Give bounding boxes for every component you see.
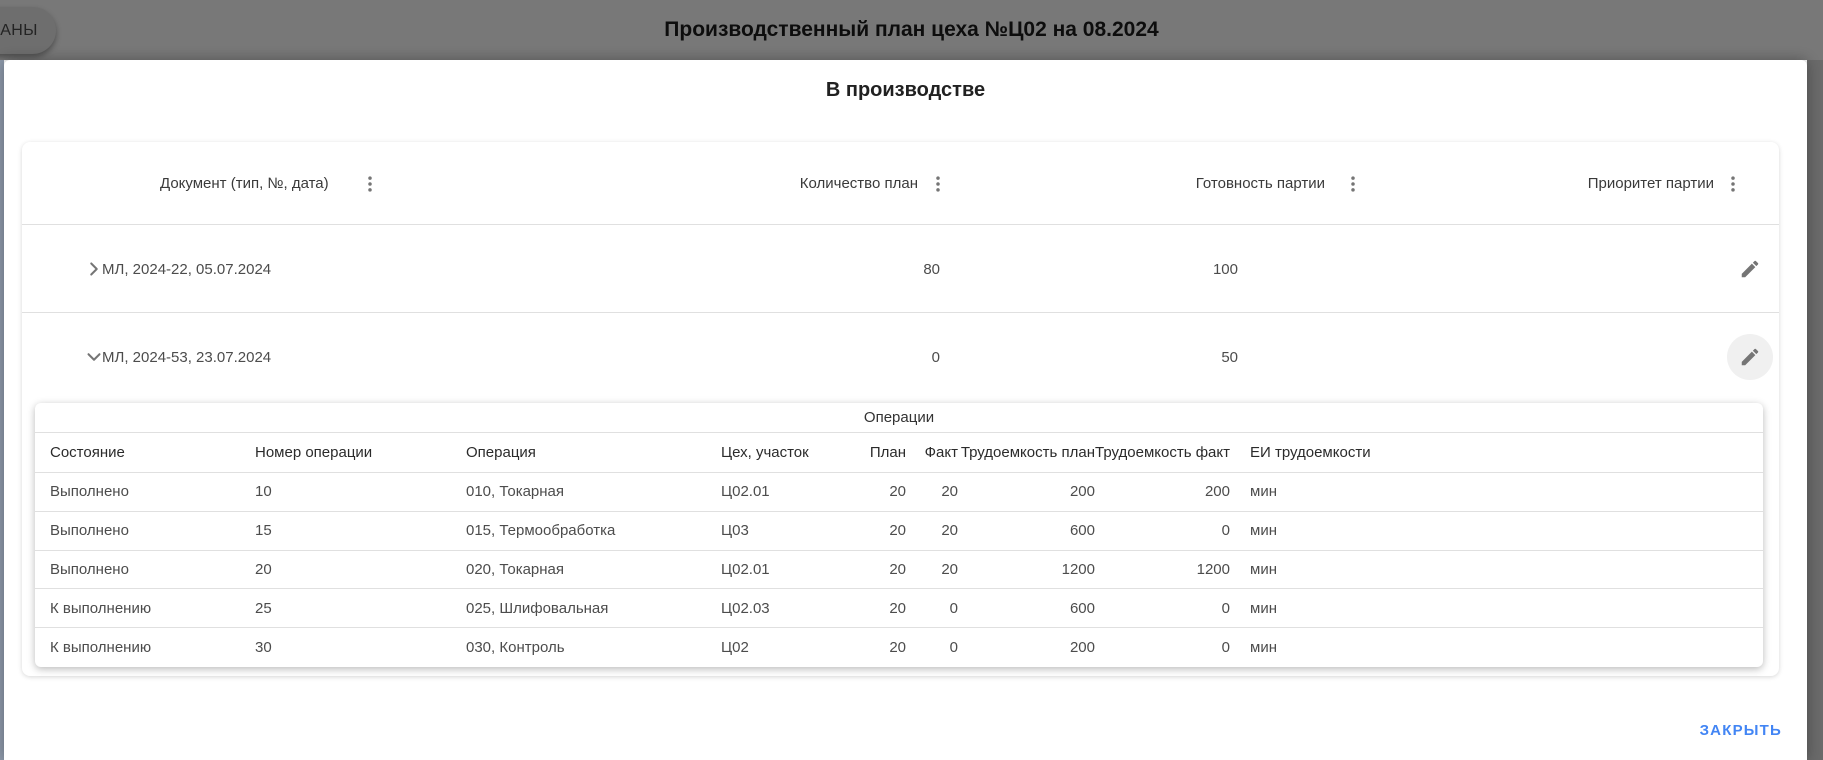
readiness-cell: 100 xyxy=(1212,260,1238,278)
shop-cell: Ц02.01 xyxy=(721,483,770,501)
labor-unit-cell: мин xyxy=(1250,638,1277,656)
labor-plan-cell: 200 xyxy=(1069,638,1095,656)
labor-unit-cell: мин xyxy=(1250,599,1277,617)
fact-cell: 0 xyxy=(949,638,958,656)
plan-cell: 20 xyxy=(889,483,906,501)
edit-row-button[interactable] xyxy=(1727,334,1773,380)
table-row xyxy=(35,512,1763,551)
document-cell: МЛ, 2024-22, 05.07.2024 xyxy=(102,260,272,278)
more-vert-icon[interactable] xyxy=(928,173,948,195)
column-header-state: Состояние xyxy=(50,444,125,461)
labor-fact-cell: 200 xyxy=(1204,483,1230,501)
state-cell: Выполнено xyxy=(50,483,129,501)
table-row xyxy=(22,225,1779,313)
more-vert-icon[interactable] xyxy=(360,173,380,195)
state-cell: К выполнению xyxy=(50,638,152,656)
fact-cell: 0 xyxy=(949,599,958,617)
production-plan-dialog xyxy=(4,60,1807,760)
operation-cell: 030, Контроль xyxy=(466,638,565,656)
operations-rows xyxy=(35,473,1763,666)
labor-unit-cell: мин xyxy=(1250,483,1277,501)
pencil-icon xyxy=(1739,258,1761,280)
column-header-priority: Приоритет партии xyxy=(1587,175,1714,192)
operation-cell: 010, Токарная xyxy=(466,483,565,501)
quantity-plan-cell: 0 xyxy=(931,348,940,366)
operations-title: Операции xyxy=(35,403,1763,433)
pencil-icon xyxy=(1739,346,1761,368)
column-header-labor-unit: ЕИ трудоемкости xyxy=(1250,444,1371,461)
background-plans-button[interactable] xyxy=(0,7,56,54)
more-vert-icon[interactable] xyxy=(1343,173,1363,195)
labor-unit-cell: мин xyxy=(1250,522,1277,540)
shop-cell: Ц02 xyxy=(721,638,749,656)
column-header-shop: Цех, участок xyxy=(721,444,809,461)
column-header-op-number: Номер операции xyxy=(255,444,373,461)
documents-table-header xyxy=(22,142,1779,225)
operation-cell: 025, Шлифовальная xyxy=(466,599,609,617)
quantity-plan-cell: 80 xyxy=(923,260,940,278)
readiness-cell: 50 xyxy=(1221,348,1238,366)
shop-cell: Ц02.03 xyxy=(721,599,770,617)
plan-cell: 20 xyxy=(889,560,906,578)
column-header-operation: Операция xyxy=(466,444,536,461)
column-header-readiness: Готовность партии xyxy=(1195,175,1325,192)
labor-plan-cell: 1200 xyxy=(1061,560,1095,578)
table-row xyxy=(35,473,1763,512)
labor-fact-cell: 0 xyxy=(1221,599,1230,617)
dialog-subtitle: В производстве xyxy=(825,78,986,101)
op-number-cell: 10 xyxy=(255,483,272,501)
labor-fact-cell: 0 xyxy=(1221,522,1230,540)
op-number-cell: 30 xyxy=(255,638,272,656)
plan-cell: 20 xyxy=(889,522,906,540)
shop-cell: Ц02.01 xyxy=(721,560,770,578)
plan-cell: 20 xyxy=(889,638,906,656)
state-cell: Выполнено xyxy=(50,560,129,578)
background-plans-button-label: АНЫ xyxy=(0,21,38,39)
column-header-quantity-plan: Количество план xyxy=(799,175,918,192)
fact-cell: 20 xyxy=(941,560,958,578)
column-header-document: Документ (тип, №, дата) xyxy=(160,175,329,192)
state-cell: К выполнению xyxy=(50,599,152,617)
table-row xyxy=(35,628,1763,666)
operations-table xyxy=(35,403,1763,667)
plan-cell: 20 xyxy=(889,599,906,617)
column-header-labor-plan: Трудоемкость план xyxy=(960,444,1095,461)
operation-cell: 020, Токарная xyxy=(466,560,565,578)
state-cell: Выполнено xyxy=(50,522,129,540)
dimmed-toolbar xyxy=(0,0,1823,60)
labor-fact-cell: 0 xyxy=(1221,638,1230,656)
operation-cell: 015, Термообработка xyxy=(466,522,616,540)
column-header-labor-fact: Трудоемкость факт xyxy=(1095,444,1230,461)
document-cell: МЛ, 2024-53, 23.07.2024 xyxy=(102,348,272,366)
column-header-plan: План xyxy=(869,444,906,461)
close-button[interactable]: ЗАКРЫТЬ xyxy=(1692,712,1790,748)
labor-fact-cell: 1200 xyxy=(1196,560,1230,578)
page-title: Производственный план цеха №Ц02 на 08.2024 xyxy=(664,18,1159,41)
modal-backdrop-strip xyxy=(1807,60,1823,760)
labor-unit-cell: мин xyxy=(1250,560,1277,578)
fact-cell: 20 xyxy=(941,522,958,540)
op-number-cell: 25 xyxy=(255,599,272,617)
table-row xyxy=(35,551,1763,590)
edit-row-button[interactable] xyxy=(1727,246,1773,292)
more-vert-icon[interactable] xyxy=(1723,173,1743,195)
shop-cell: Ц03 xyxy=(721,522,749,540)
labor-plan-cell: 600 xyxy=(1069,522,1095,540)
labor-plan-cell: 600 xyxy=(1069,599,1095,617)
op-number-cell: 15 xyxy=(255,522,272,540)
column-header-fact: Факт xyxy=(924,444,958,461)
table-row xyxy=(22,313,1779,401)
op-number-cell: 20 xyxy=(255,560,272,578)
operations-table-header xyxy=(35,433,1763,473)
fact-cell: 20 xyxy=(941,483,958,501)
labor-plan-cell: 200 xyxy=(1069,483,1095,501)
table-row xyxy=(35,589,1763,628)
